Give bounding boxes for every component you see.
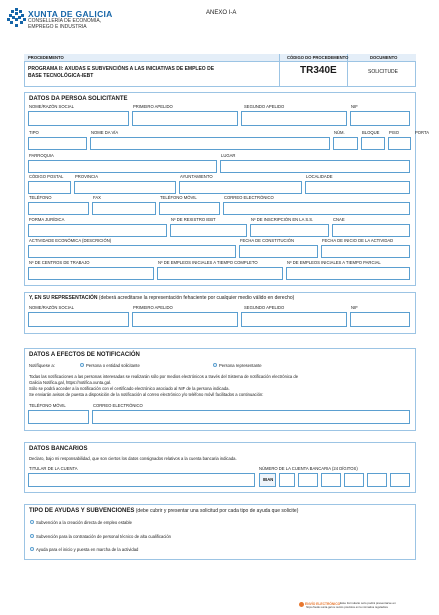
document-type: SOLICITUDE xyxy=(368,69,399,75)
aid-option-1-radio[interactable] xyxy=(30,520,34,524)
activity-start-field[interactable] xyxy=(321,245,410,258)
representative-heading-note: (deberá acreditarse la representación fehaciente por cualquier medio válido en derecho) xyxy=(98,295,295,301)
at-sign-icon xyxy=(299,602,304,607)
number-field[interactable] xyxy=(333,137,358,150)
account-group-3-field[interactable] xyxy=(344,473,364,487)
parttime-jobs-label: Nº DE EMPLEOS INICIALES A TIEMPO PARCIAL xyxy=(287,260,381,265)
badge-text: ENVÍO ELECTRÓNICO xyxy=(305,602,341,606)
notification-text-1: Todas las notificaciones a las personas interesadas se realizarán sólo por medios electrónicos a través del Sistema de notificación electrónica de xyxy=(29,374,299,379)
footer-text-1: Este formulario solo podrá presentarse en xyxy=(340,601,396,605)
rep-surname2-label: SEGUNDO APELIDO xyxy=(244,305,285,310)
rep-surname1-field[interactable] xyxy=(132,312,238,327)
aid-types-heading: TIPO DE AYUDAS Y SUBVENCIONES xyxy=(29,508,135,514)
department-line-1: CONSELLERÍA DE ECONOMÍA, xyxy=(28,18,102,24)
representative-section-title xyxy=(29,296,294,302)
notification-text-3: Sólo se podrá acceder a la notificación con el certificado electrónico asociado al NIF de la persona indicada. xyxy=(29,386,230,391)
street-type-field[interactable] xyxy=(28,137,87,150)
constitution-date-label: FECHA DE CONSTITUCIÓN xyxy=(240,238,294,243)
footer-text-2: https://sede.xunta.gal ou outros previstos en la normativa reguladora xyxy=(306,606,388,609)
procedure-col-label: PROCEDEMENTO xyxy=(28,55,64,60)
procedure-table-header xyxy=(24,54,416,62)
fulltime-jobs-label: Nº DE EMPLEOS INICIALES A TIEMPO COMPLETO xyxy=(158,260,258,265)
street-type-label: TIPO xyxy=(29,130,39,135)
xunta-logo-icon xyxy=(7,8,26,27)
procedure-divider-1 xyxy=(279,54,280,87)
ss-reg-field[interactable] xyxy=(250,224,329,237)
place-label: LUGAR xyxy=(221,153,236,158)
block-field[interactable] xyxy=(361,137,385,150)
ss-reg-label: Nº DE INSCRIPCIÓN EN LA S.S. xyxy=(251,217,314,222)
postal-code-field[interactable] xyxy=(28,181,71,194)
locality-field[interactable] xyxy=(305,181,410,194)
email-label: CORREO ELECTRÓNICO xyxy=(224,195,274,200)
phone-label: TELÉFONO xyxy=(29,195,52,200)
floor-label: PISO xyxy=(389,130,400,135)
phone-field[interactable] xyxy=(28,202,89,215)
account-holder-label: TITULAR DE LA CUENTA xyxy=(29,466,78,471)
notification-text-2: Galicia Notifica.gal, https://notifica.xunta.gal. xyxy=(29,380,112,385)
notification-text-4: Se enviarán avisos de puesta a disposición de la notificación al correo electrónico y/o teléfono móvil facilitados a continuación: xyxy=(29,392,264,397)
notify-mobile-label: TELÉFONO MÓVIL xyxy=(29,403,66,408)
rep-nif-label: NIF xyxy=(351,305,358,310)
name-field[interactable] xyxy=(28,111,129,126)
door-label: PORTA xyxy=(415,130,430,135)
number-label: NÚM. xyxy=(334,130,345,135)
bank-section-title: DATOS BANCARIOS xyxy=(29,446,88,452)
email-field[interactable] xyxy=(223,202,410,215)
brand-name: XUNTA DE GALICIA xyxy=(28,9,113,19)
parish-field[interactable] xyxy=(28,160,217,173)
account-group-2-field[interactable] xyxy=(321,473,341,487)
notify-applicant-label: Persona o entidad solicitante xyxy=(86,363,140,368)
constitution-date-field[interactable] xyxy=(239,245,318,258)
notify-representative-label: Persona representante xyxy=(219,363,262,368)
street-name-field[interactable] xyxy=(90,137,330,150)
representative-heading: Y, EN SU REPRESENTACIÓN xyxy=(29,295,98,301)
street-name-label: NOME DA VÍA xyxy=(91,130,119,135)
procedure-code-col-label: CÓDIGO DO PROCEDEMENTO xyxy=(287,55,349,60)
locality-label: LOCALIDADE xyxy=(306,174,333,179)
notify-email-label: CORREO ELECTRÓNICO xyxy=(93,403,143,408)
fax-label: FAX xyxy=(93,195,101,200)
department-line-2: EMPREGO E INDUSTRIA xyxy=(28,24,87,30)
council-field[interactable] xyxy=(179,181,302,194)
cnae-label: CNAE xyxy=(333,217,345,222)
account-holder-field[interactable] xyxy=(28,473,255,487)
fax-field[interactable] xyxy=(92,202,156,215)
iban-label: IBAN xyxy=(263,477,274,482)
account-group-4-field[interactable] xyxy=(367,473,387,487)
cnae-field[interactable] xyxy=(332,224,410,237)
legal-form-label: FORMA JURÍDICA xyxy=(29,217,65,222)
notify-email-field[interactable] xyxy=(92,410,410,424)
block-label: BLOQUE xyxy=(362,130,380,135)
aid-option-2-radio[interactable] xyxy=(30,534,34,538)
activity-label: ACTIVIDADE ECONÓMICA (DESCRICIÓN) xyxy=(29,238,112,243)
activity-start-label: FECHA DE INICIO DE LA ACTIVIDAD xyxy=(322,238,394,243)
notify-to-label: Notifíquese a: xyxy=(29,363,55,368)
iban-tag xyxy=(259,473,276,487)
name-label: NOME/RAZÓN SOCIAL xyxy=(29,104,74,109)
legal-form-field[interactable] xyxy=(28,224,167,237)
province-field[interactable] xyxy=(74,181,176,194)
rep-name-field[interactable] xyxy=(28,312,129,327)
surname1-label: PRIMEIRO APELIDO xyxy=(133,104,173,109)
mobile-label: TELÉFONO MÓVIL xyxy=(160,195,197,200)
notification-section-title: DATOS A EFECTOS DE NOTIFICACIÓN xyxy=(29,352,140,358)
workplaces-label: Nº DE CENTROS DE TRABAJO xyxy=(29,260,90,265)
iebt-reg-label: Nº DE REXISTRO IEBT xyxy=(171,217,216,222)
parttime-jobs-field[interactable] xyxy=(286,267,410,280)
aid-option-2-label: Subvención para la contratación de personal técnico de alta cualificación xyxy=(36,534,172,539)
iebt-reg-field[interactable] xyxy=(170,224,247,237)
parish-label: PARROQUIA xyxy=(29,153,54,158)
province-label: PROVINCIA xyxy=(75,174,99,179)
activity-field[interactable] xyxy=(28,245,236,258)
rep-surname2-field[interactable] xyxy=(241,312,347,327)
floor-field[interactable] xyxy=(388,137,411,150)
fulltime-jobs-field[interactable] xyxy=(157,267,283,280)
place-field[interactable] xyxy=(220,160,410,173)
aid-option-3-label: Ayuda para el inicio y puesta en marcha de la actividad xyxy=(36,547,139,552)
workplaces-field[interactable] xyxy=(28,267,154,280)
aid-types-section-title xyxy=(29,508,298,515)
aid-types-heading-note: (debe cubrir y presentar una solicitud por cada tipo de ayuda que solicite) xyxy=(135,508,299,514)
aid-option-3-radio[interactable] xyxy=(30,547,34,551)
applicant-section-title: DATOS DA PERSOA SOLICITANTE xyxy=(29,96,128,102)
surname1-field[interactable] xyxy=(132,111,238,126)
iban-country-field[interactable] xyxy=(279,473,295,487)
bank-declaration-text: Declaro, bajo mi responsabilidad, que son ciertos los datos consignados relativos a la cuenta bancaria indicada. xyxy=(29,456,237,461)
notify-representative-radio[interactable] xyxy=(213,363,217,367)
nif-label: NIF xyxy=(351,104,358,109)
surname2-label: SEGUNDO APELIDO xyxy=(244,104,285,109)
account-group-5-field[interactable] xyxy=(390,473,410,487)
procedure-title-line-2: BASE TECNOLÓGICA-IEBT xyxy=(28,73,94,79)
mobile-field[interactable] xyxy=(159,202,220,215)
aid-option-1-label: Subvención a la creación directa de empleo estable xyxy=(36,520,132,525)
document-col-label: DOCUMENTO xyxy=(370,55,398,60)
rep-nif-field[interactable] xyxy=(350,312,410,327)
procedure-title-line-1: PROGRAMA II: AXUDAS E SUBVENCIÓNS A LAS INICIATIVAS DE EMPLEO DE xyxy=(28,66,215,72)
account-number-label: NÚMERO DE LA CUENTA BANCARIA (24 DÍGITOS) xyxy=(259,466,358,471)
surname2-field[interactable] xyxy=(241,111,347,126)
rep-surname1-label: PRIMEIRO APELIDO xyxy=(133,305,173,310)
annex-label: ANEXO I-A xyxy=(206,10,237,16)
nif-field[interactable] xyxy=(350,111,410,126)
rep-name-label: NOME/RAZÓN SOCIAL xyxy=(29,305,74,310)
notify-applicant-radio[interactable] xyxy=(80,363,84,367)
procedure-code: TR340E xyxy=(300,65,337,76)
account-group-1-field[interactable] xyxy=(298,473,318,487)
council-label: AYUNTAMIENTO xyxy=(180,174,213,179)
notify-mobile-field[interactable] xyxy=(28,410,89,424)
postal-code-label: CÓDIGO POSTAL xyxy=(29,174,64,179)
